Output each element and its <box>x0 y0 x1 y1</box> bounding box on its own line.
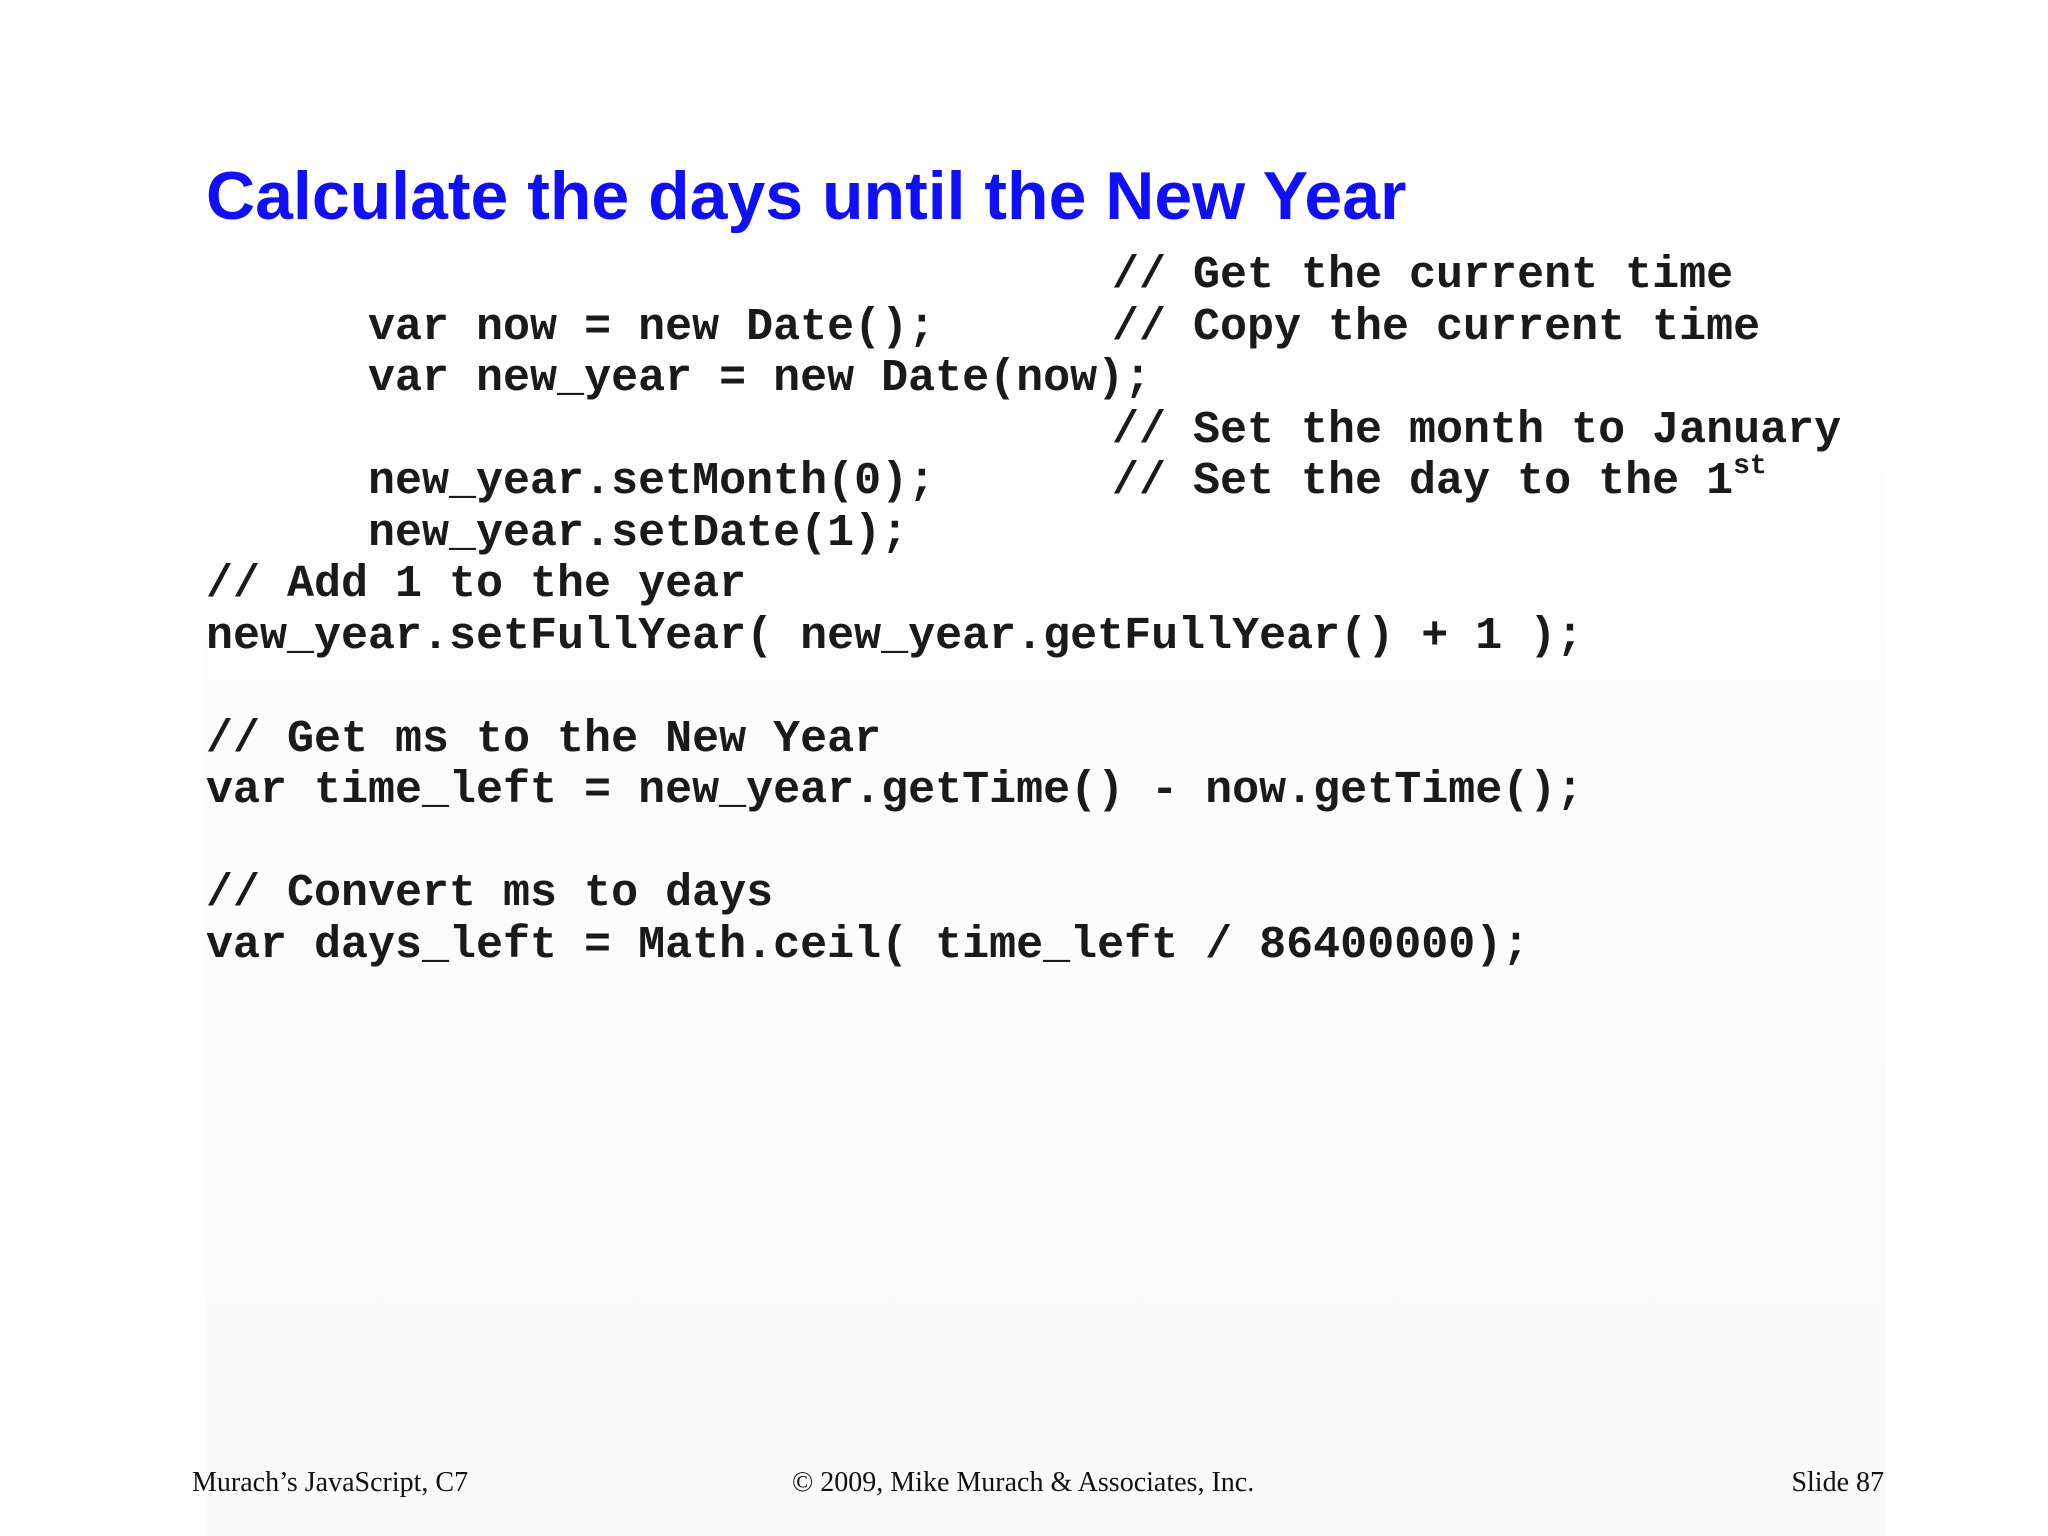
code-block <box>206 250 1842 971</box>
code-comment: // Copy the current time <box>1112 301 1761 353</box>
code-comment-line: // Convert ms to days <box>206 868 774 919</box>
ordinal-superscript: st <box>1733 451 1767 482</box>
code-comment: // Set the day to the 1 <box>1112 456 1734 507</box>
code-comment-line: // Get ms to the New Year <box>206 713 882 765</box>
code-statement: new_year.setMonth(0); <box>368 456 936 507</box>
code-comment: // Get the current time <box>1112 250 1734 301</box>
blank-line <box>206 508 1583 560</box>
code-statement: new_year.setDate(1); <box>368 507 909 559</box>
code-line <box>206 301 1761 404</box>
code-comment-line: // Add 1 to the year <box>206 559 747 610</box>
slide-title: Calculate the days until the New Year <box>206 158 1407 234</box>
blank-line <box>206 817 1583 869</box>
code-line <box>206 451 1767 559</box>
code-comment: // Set the month to January <box>1112 404 1842 456</box>
code-line: var time_left = new_year.getTime() - now.getTime(); <box>206 765 1584 816</box>
code-comment-with-superscript <box>1112 451 1767 508</box>
blank-line <box>206 662 1583 714</box>
footer-copyright: © 2009, Mike Murach & Associates, Inc. <box>792 1467 1255 1498</box>
footer-slide-number: Slide 87 <box>1791 1467 1884 1498</box>
code-line: new_year.setFullYear( new_year.getFullYear() + 1 ); <box>206 610 1584 662</box>
blank-line <box>206 353 1583 405</box>
code-statement: var new_year = new Date(now); <box>368 353 1152 404</box>
code-statement: var now = new Date(); <box>368 301 936 353</box>
code-line: var days_left = Math.ceil( time_left / 86400000); <box>206 919 1530 971</box>
footer-book-title: Murach’s JavaScript, C7 <box>192 1467 469 1498</box>
